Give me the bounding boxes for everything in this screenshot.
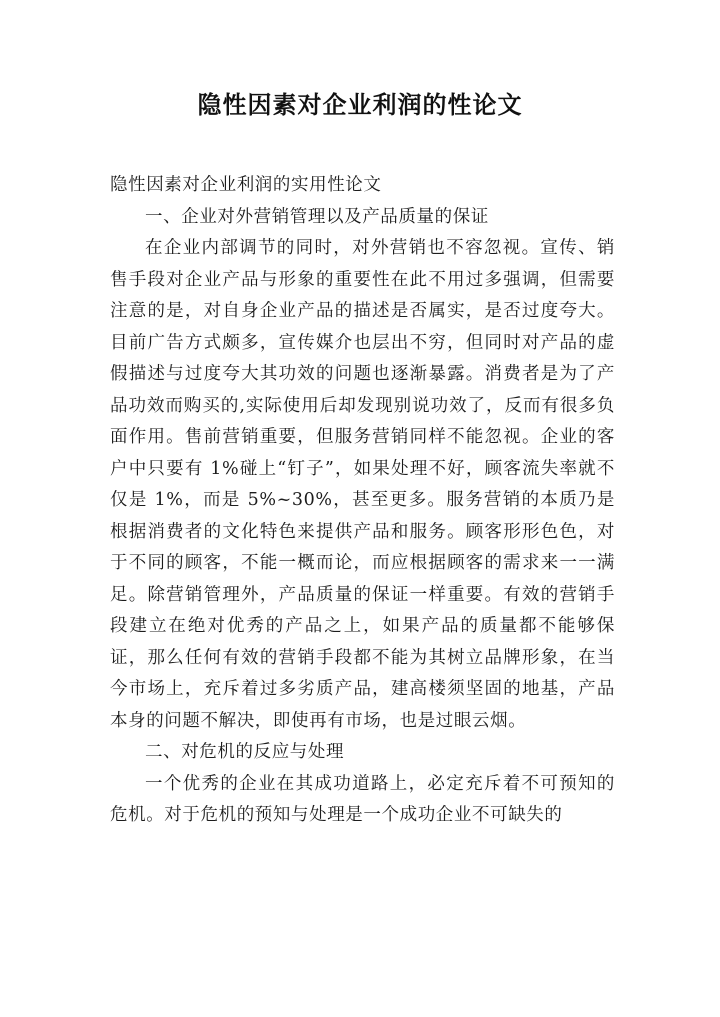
section-2-heading: 二、对危机的反应与处理 — [145, 742, 345, 762]
section-2-paragraph: 一个优秀的企业在其成功道路上，必定充斥着不可预知的危机。对于危机的预知与处理是一个成功企业不可缺失的 — [110, 773, 615, 825]
document-title: 隐性因素对企业利润的性论文 — [197, 91, 523, 119]
document-subtitle: 隐性因素对企业利润的实用性论文 — [110, 175, 382, 195]
section-1-paragraph: 在企业内部调节的同时，对外营销也不容忽视。宣传、销售手段对企业产品与形象的重要性在此不用过多强调，但需要注意的是，对自身企业产品的描述是否属实，是否过度夸大。目前广告方式颇多，宣传媒介也层出不穷，但同时对产品的虚假描述与过度夸大其功效的问题也逐渐暴露。消费者是为了产品功效而购买的,实际使用后却发现别说功效了，反而有很多负面作用。售前营销重要，但服务营销同样不能忽视。企业的客户中只要有 1%碰上“钉子”，如果处理不好，顾客流失率就不仅是 1%，而是 5%~30%，甚至更多。服务营销的本质乃是根据消费者的文化特色来提供产品和服务。顾客形形色色，对于不同的顾客，不能一概而论，而应根据顾客的需求来一一满足。除营销管理外，产品质量的保证一样重要。有效的营销手段建立在绝对优秀的产品之上，如果产品的质量都不能够保证，那么任何有效的营销手段都不能为其树立品牌形象，在当今市场上，充斥着过多劣质产品，建高楼须坚固的地基，产品本身的问题不解决，即使再有市场，也是过眼云烟。 — [110, 238, 615, 731]
section-1-heading: 一、企业对外营销管理以及产品质量的保证 — [145, 206, 489, 227]
document-body — [110, 170, 615, 832]
